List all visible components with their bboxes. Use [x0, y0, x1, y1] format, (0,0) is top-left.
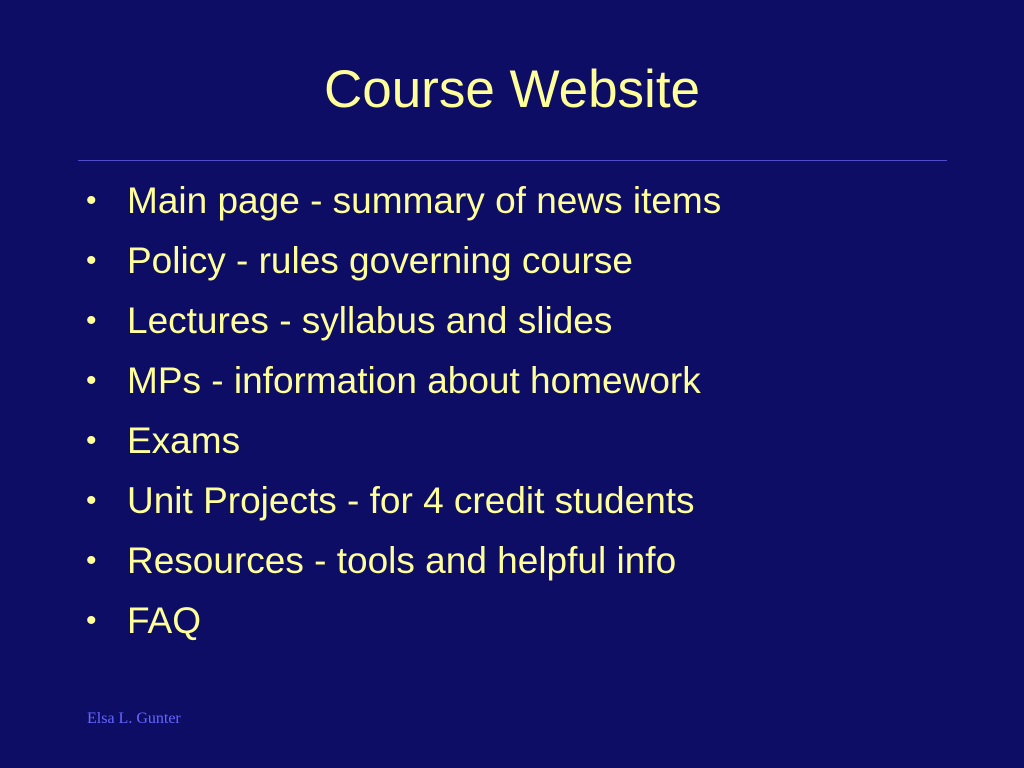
bullet-text: FAQ — [127, 600, 202, 641]
bullet-icon: • — [86, 484, 97, 517]
bullet-text: Resources - tools and helpful info — [127, 540, 677, 581]
bullet-icon: • — [86, 244, 97, 277]
footer-author: Elsa L. Gunter — [87, 710, 181, 727]
bullet-icon: • — [86, 424, 97, 457]
bullet-icon: • — [86, 604, 97, 637]
bullet-text: Policy - rules governing course — [127, 240, 633, 281]
bullet-text: Exams — [127, 420, 241, 461]
bullet-icon: • — [86, 364, 97, 397]
bullet-icon: • — [86, 544, 97, 577]
bullet-text: Main page - summary of news items — [127, 180, 722, 221]
title-divider — [78, 160, 947, 161]
bullet-text: Unit Projects - for 4 credit students — [127, 480, 695, 521]
bullet-icon: • — [86, 304, 97, 337]
slide-title: Course Website — [323, 60, 701, 119]
bullet-text: MPs - information about homework — [127, 360, 701, 401]
bullet-icon: • — [86, 184, 97, 217]
bullet-text: Lectures - syllabus and slides — [127, 300, 613, 341]
